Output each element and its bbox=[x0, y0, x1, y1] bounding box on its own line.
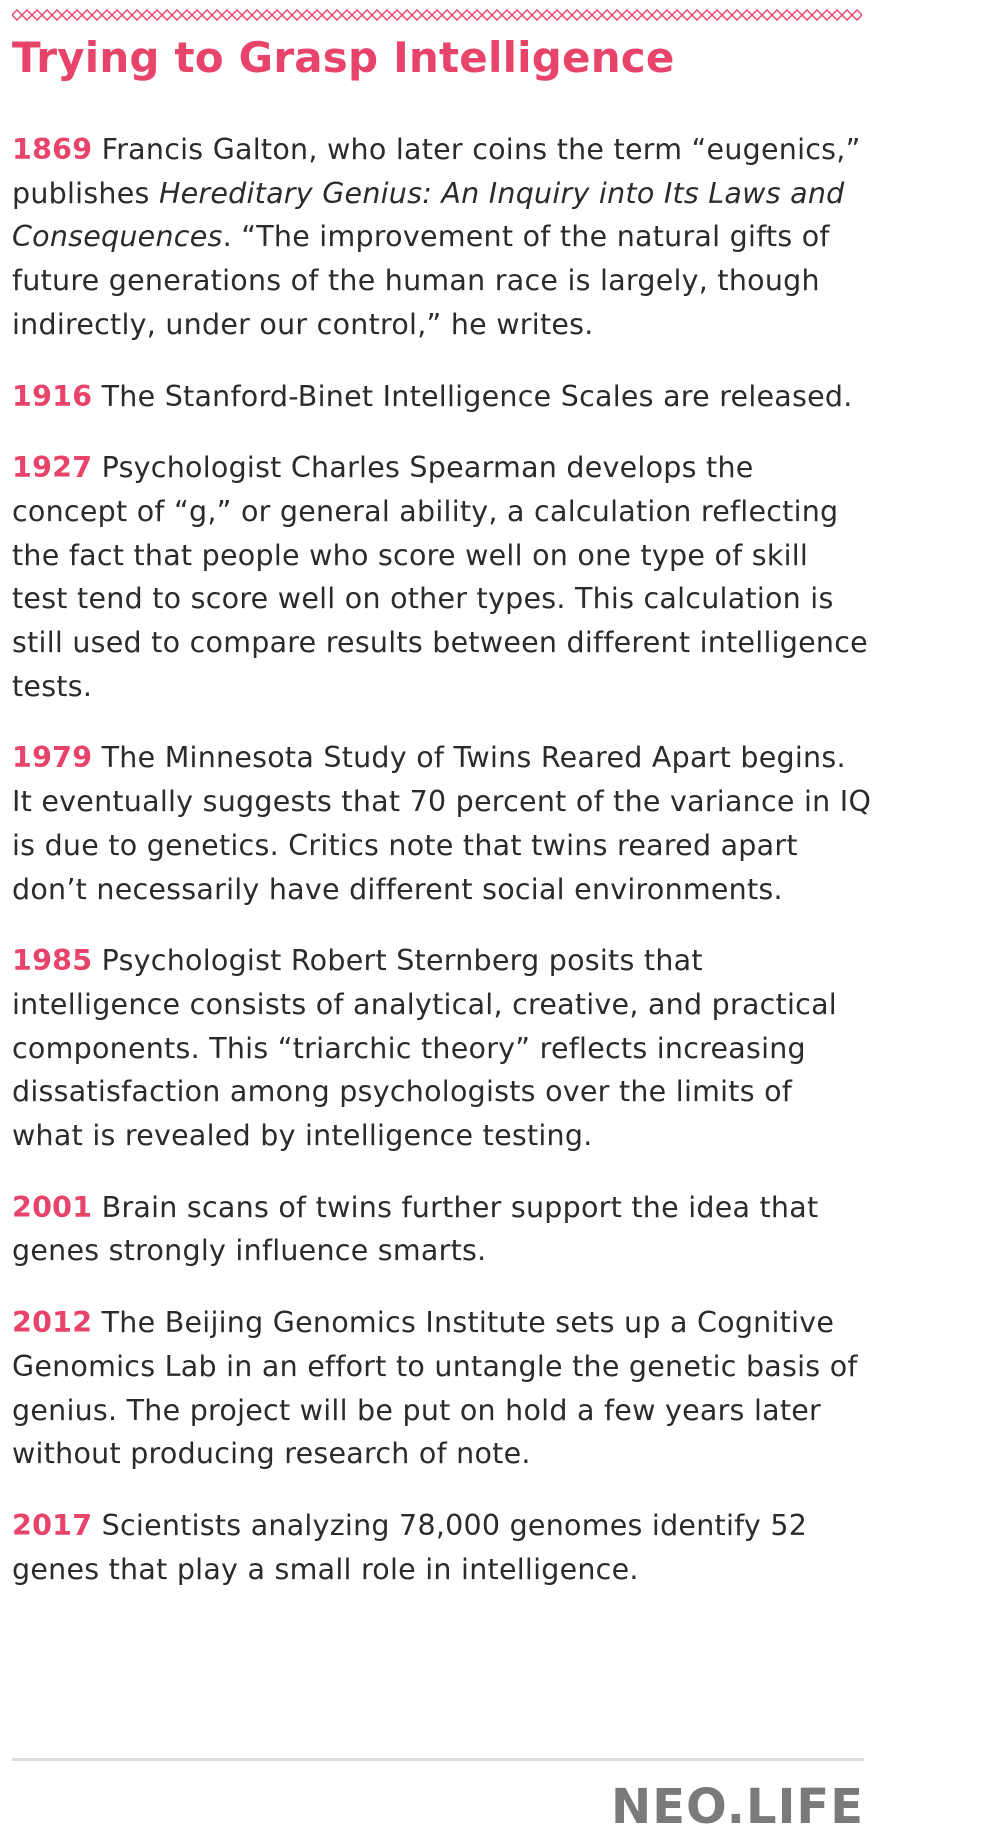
timeline-entry-1916 bbox=[12, 375, 872, 419]
entry-year: 1927 bbox=[12, 451, 93, 485]
page-title: Trying to Grasp Intelligence bbox=[12, 33, 675, 82]
timeline-entry-1927 bbox=[12, 446, 872, 708]
zigzag-border bbox=[12, 8, 862, 22]
entry-text: The Beijing Genomics Institute sets up a Cognitive Genomics Lab in an effort to untangle the genetic basis of genius. The project will be put on hold a few years later without producing research of note. bbox=[12, 1306, 858, 1471]
footer-divider bbox=[12, 1758, 864, 1761]
entry-year: 2001 bbox=[12, 1190, 93, 1224]
timeline-entry-1869 bbox=[12, 128, 872, 347]
entry-text: Francis Galton, who later coins the term “eugenics,” publishes bbox=[12, 133, 861, 210]
entry-year: 1985 bbox=[12, 944, 93, 978]
entry-year: 2012 bbox=[12, 1306, 93, 1340]
entry-text: The Stanford-Binet Intelligence Scales are released. bbox=[101, 379, 853, 413]
entry-text: Psychologist Charles Spearman develops the concept of “g,” or general ability, a calculation reflecting the fact that people who score well on one type of skill test tend to score well on other types. This calculation is still used to compare results between different intelligence tests. bbox=[12, 451, 868, 703]
entry-text: Psychologist Robert Sternberg posits that intelligence consists of analytical, creative, and practical components. This “triarchic theory” reflects increasing dissatisfaction among psychologists over the limits of what is revealed by intelligence testing. bbox=[12, 944, 837, 1153]
timeline-entry-2012 bbox=[12, 1301, 872, 1476]
timeline-entry-2001 bbox=[12, 1186, 872, 1273]
entry-text: The Minnesota Study of Twins Reared Apart begins. It eventually suggests that 70 percent of the variance in IQ is due to genetics. Critics note that twins reared apart don’t necessarily have different social environments. bbox=[12, 741, 872, 906]
entry-year: 1916 bbox=[12, 379, 93, 413]
timeline bbox=[12, 128, 872, 1619]
timeline-entry-1985 bbox=[12, 939, 872, 1158]
entry-text-continued: . “The improvement of the natural gifts of future generations of the human race is largely, though indirectly, under our control,” he writes. bbox=[12, 220, 830, 341]
entry-year: 2017 bbox=[12, 1508, 93, 1542]
timeline-entry-2017 bbox=[12, 1504, 872, 1591]
entry-text: Brain scans of twins further support the idea that genes strongly influence smarts. bbox=[12, 1190, 819, 1268]
neo-life-logo[interactable]: NEO.LIFE bbox=[611, 1779, 864, 1835]
entry-year: 1979 bbox=[12, 741, 93, 775]
timeline-entry-1979 bbox=[12, 736, 872, 911]
entry-year: 1869 bbox=[12, 133, 93, 166]
entry-text: Scientists analyzing 78,000 genomes identify 52 genes that play a small role in intelligence. bbox=[12, 1508, 808, 1586]
book-title: Hereditary Genius: An Inquiry into Its Laws and Consequences bbox=[12, 176, 845, 254]
